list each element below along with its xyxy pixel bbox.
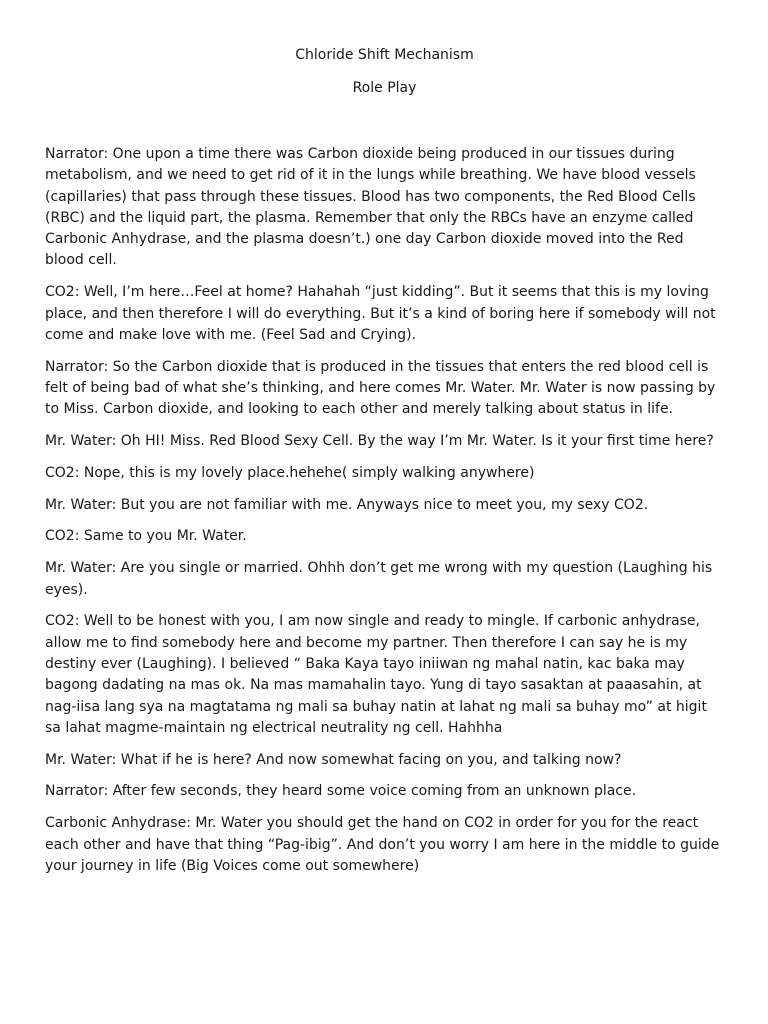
paragraph-narrator-voice: Narrator: After few seconds, they heard some voice coming from an unknown place. — [45, 783, 637, 800]
paragraph-carbonic-anhydrase: Carbonic Anhydrase: Mr. Water you should get the hand on CO2 in order for you for the react each other and have that thing “Pag-ibig”. And don’t you worry I am here in the middle to guide your journey in life (Big Voices come out somewhere) — [45, 815, 720, 874]
document-title: Chloride Shift Mechanism — [295, 47, 474, 63]
document-body — [45, 144, 724, 877]
paragraph-co2-same: CO2: Same to you Mr. Water. — [45, 528, 247, 545]
paragraph-water-question: Mr. Water: Are you single or married. Ohhh don’t get me wrong with my question (Laughing his eyes). — [45, 560, 713, 598]
paragraph-narrator-intro: Narrator: One upon a time there was Carbon dioxide being produced in our tissues during metabolism, and we need to get rid of it in the lungs while breathing. We have blood vessels (capillaries) that pass through these tissues. Blood has two components, the Red Blood Cells (RBC) and the liquid part, the plasma. Remember that only the RBCs have an enzyme called Carbonic Anhydrase, and the plasma doesn’t.) one day Carbon dioxide moved into the Red blood cell. — [45, 146, 696, 269]
paragraph-co2-arrival: CO2: Well, I’m here…Feel at home? Hahahah “just kidding”. But it seems that this is my loving place, and then therefore I will do everything. But it’s a kind of boring here if somebody will not come and make love with me. (Feel Sad and Crying). — [45, 284, 716, 343]
paragraph-water-greeting: Mr. Water: Oh HI! Miss. Red Blood Sexy Cell. By the way I’m Mr. Water. Is it your first time here? — [45, 433, 714, 450]
paragraph-narrator-water: Narrator: So the Carbon dioxide that is produced in the tissues that enters the red blood cell is felt of being bad of what she’s thinking, and here comes Mr. Water. Mr. Water is now passing by to Miss. Carbon dioxide, and looking to each other and merely talking about status in life. — [45, 358, 716, 418]
paragraph-co2-reply: CO2: Nope, this is my lovely place.hehehe( simply walking anywhere) — [45, 464, 535, 481]
paragraph-water-what-if: Mr. Water: What if he is here? And now somewhat facing on you, and talking now? — [45, 751, 622, 768]
document-subtitle: Role Play — [352, 80, 417, 96]
paragraph-co2-single: CO2: Well to be honest with you, I am now single and ready to mingle. If carbonic anhydrase, allow me to find somebody here and become my partner. Then therefore I can say he is my destiny ever (Laughing). I believed “ Baka Kaya tayo iniiwan ng mahal natin, kac baka may bagong dadating na mas ok. Na mas mamahalin tayo. Yung di tayo sasaktan at paaasahin, at nag-iisa lang sya na magtatama ng mali sa buhay natin at lahat ng mali sa buhay mo” at higit sa lahat magme-maintain ng electrical neutrality ng cell. Hahhha — [45, 613, 707, 736]
paragraph-water-meet: Mr. Water: But you are not familiar with me. Anyways nice to meet you, my sexy CO2. — [45, 496, 649, 513]
